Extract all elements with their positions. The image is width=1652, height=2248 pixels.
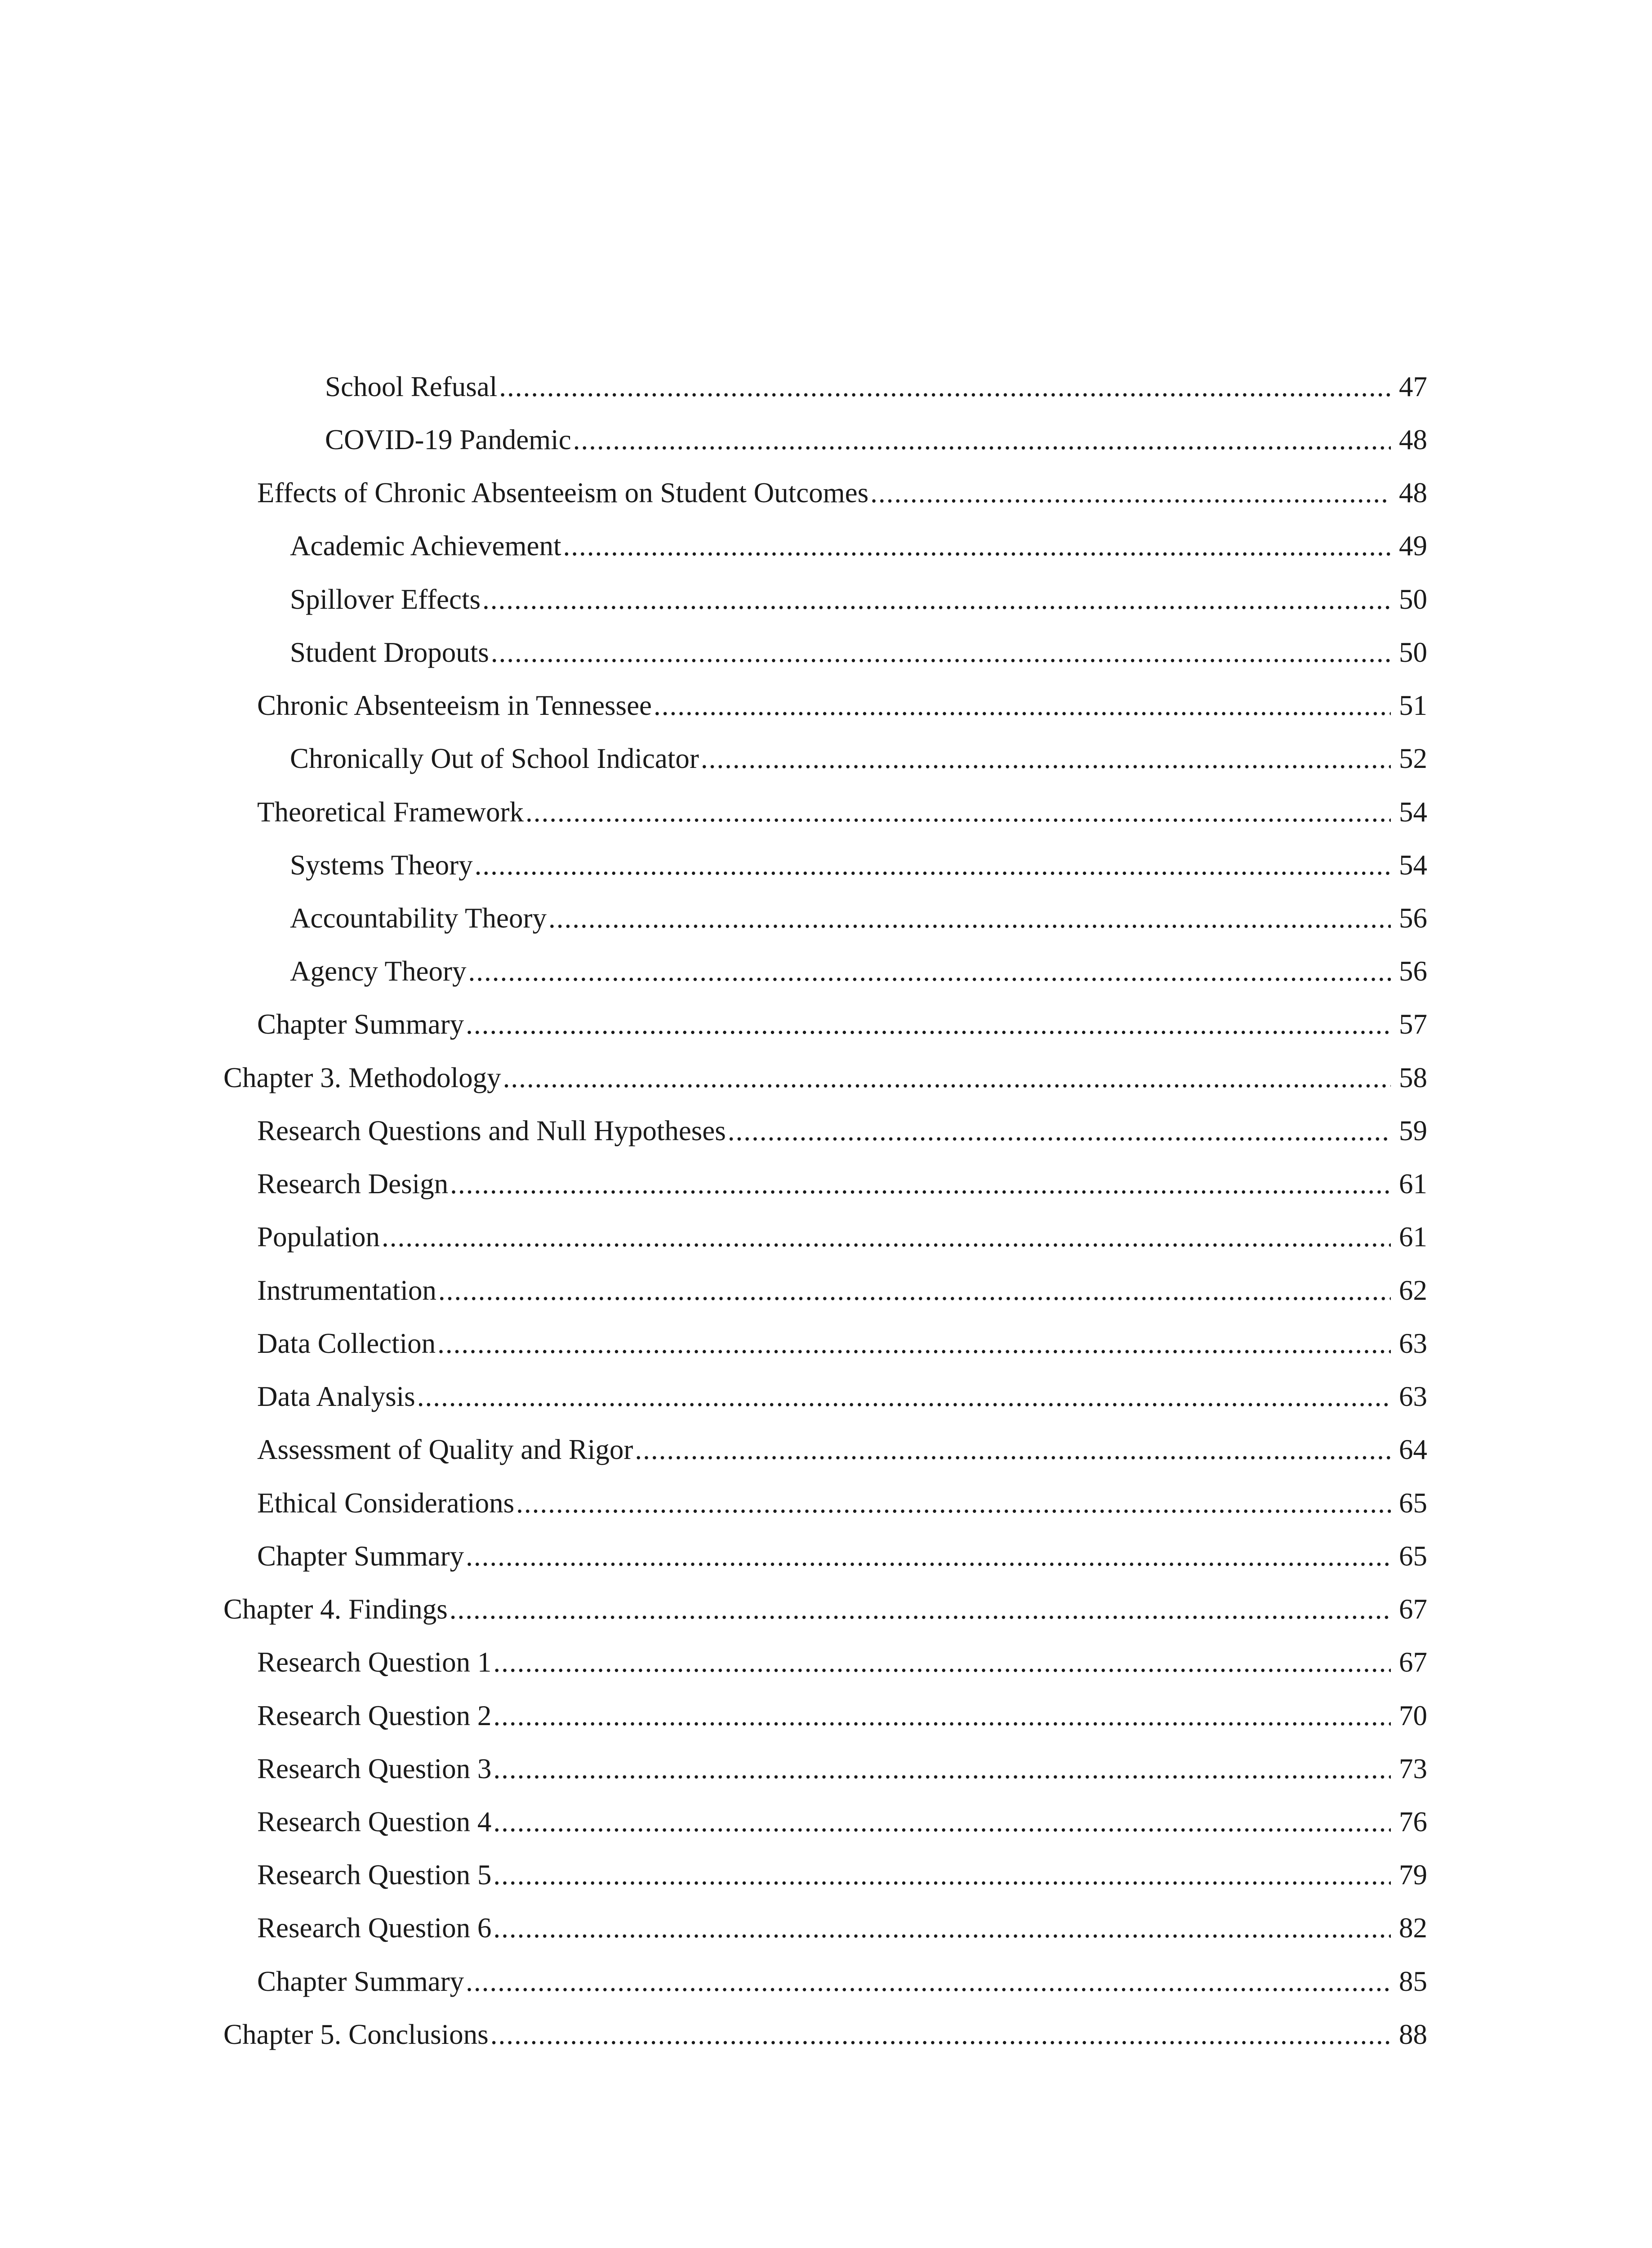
toc-entry-research-question-2 <box>257 1693 1427 1738</box>
dot-leader <box>466 1959 1391 2004</box>
toc-entry-title: Chapter 3. Methodology <box>223 1062 501 1093</box>
dot-leader <box>491 630 1391 675</box>
dot-leader <box>548 896 1391 941</box>
toc-entry-chapter-summary <box>257 1959 1427 2004</box>
dot-leader <box>635 1427 1391 1472</box>
toc-entry-title: Research Question 6 <box>257 1912 492 1944</box>
toc-entry-spillover-effects <box>290 577 1427 622</box>
toc-entry-title: Chronic Absenteeism in Tennessee <box>257 690 652 721</box>
toc-entry-research-question-6 <box>257 1905 1427 1950</box>
toc-entry-page: 85 <box>1399 1966 1427 1997</box>
toc-entry-data-collection <box>257 1321 1427 1366</box>
toc-entry-title: Theoretical Framework <box>257 796 524 828</box>
toc-entry-instrumentation <box>257 1268 1427 1313</box>
toc-entry-title: Chapter 4. Findings <box>223 1593 448 1625</box>
dot-leader <box>493 1640 1391 1685</box>
toc-entry-page: 51 <box>1399 690 1427 721</box>
toc-entry-page: 57 <box>1399 1008 1427 1040</box>
toc-entry-page: 88 <box>1399 2019 1427 2050</box>
dot-leader <box>468 949 1391 994</box>
toc-entry-research-question-3 <box>257 1746 1427 1791</box>
toc-entry-page: 63 <box>1399 1328 1427 1359</box>
toc-entry-title: Spillover Effects <box>290 584 481 615</box>
dot-leader <box>516 1481 1391 1525</box>
toc-entry-page: 54 <box>1399 849 1427 881</box>
toc-entry-page: 82 <box>1399 1912 1427 1944</box>
toc-entry-title: Data Analysis <box>257 1381 415 1412</box>
toc-entry-research-question-5 <box>257 1852 1427 1897</box>
toc-entry-page: 65 <box>1399 1487 1427 1519</box>
toc-entry-academic-achievement <box>290 523 1427 568</box>
toc-entry-data-analysis <box>257 1374 1427 1419</box>
toc-entry-research-question-4 <box>257 1799 1427 1844</box>
toc-entry-title: Research Question 1 <box>257 1646 492 1678</box>
toc-entry-title: Research Question 2 <box>257 1700 492 1731</box>
toc-entry-page: 50 <box>1399 637 1427 668</box>
dot-leader <box>728 1108 1391 1153</box>
toc-entry-page: 79 <box>1399 1859 1427 1891</box>
toc-entry-page: 48 <box>1399 424 1427 455</box>
dot-leader <box>482 577 1391 622</box>
toc-entry-title: Effects of Chronic Absenteeism on Student Outcomes <box>257 477 869 508</box>
toc-entry-title: Research Question 4 <box>257 1806 492 1838</box>
toc-entry-title: Research Question 3 <box>257 1753 492 1784</box>
toc-entry-title: Accountability Theory <box>290 902 547 934</box>
toc-entry-accountability-theory <box>290 896 1427 941</box>
toc-entry-title: Data Collection <box>257 1328 436 1359</box>
toc-entry-page: 64 <box>1399 1434 1427 1465</box>
toc-entry-assessment-of-quality-and-rigor <box>257 1427 1427 1472</box>
dot-leader <box>493 1693 1391 1738</box>
toc-entry-chronic-absenteeism-in-tennessee <box>257 683 1427 728</box>
dot-leader <box>417 1374 1391 1419</box>
toc-entry-population <box>257 1214 1427 1259</box>
toc-entry-page: 61 <box>1399 1168 1427 1200</box>
toc-entry-chapter-4-findings <box>223 1587 1427 1632</box>
toc-entry-title: Chapter Summary <box>257 1008 464 1040</box>
toc-entry-page: 50 <box>1399 584 1427 615</box>
dot-leader <box>493 1746 1391 1791</box>
toc-entry-research-questions-and-null-hypotheses <box>257 1108 1427 1153</box>
toc-entry-title: Assessment of Quality and Rigor <box>257 1434 633 1465</box>
toc-entry-title: Population <box>257 1221 380 1253</box>
toc-entry-page: 70 <box>1399 1700 1427 1731</box>
dot-leader <box>475 843 1391 888</box>
toc-entry-page: 56 <box>1399 955 1427 987</box>
toc-entry-chapter-3-methodology <box>223 1055 1427 1100</box>
toc-entry-page: 65 <box>1399 1540 1427 1572</box>
toc-entry-page: 56 <box>1399 902 1427 934</box>
toc-entry-page: 61 <box>1399 1221 1427 1253</box>
toc-entry-title: Chapter Summary <box>257 1540 464 1572</box>
toc-entry-page: 67 <box>1399 1593 1427 1625</box>
toc-entry-title: Chapter 5. Conclusions <box>223 2019 489 2050</box>
dot-leader <box>493 1799 1391 1844</box>
dot-leader <box>563 523 1391 568</box>
dot-leader <box>493 1852 1391 1897</box>
toc-entry-page: 67 <box>1399 1646 1427 1678</box>
dot-leader <box>438 1268 1391 1313</box>
dot-leader <box>450 1587 1391 1632</box>
toc-entry-page: 73 <box>1399 1753 1427 1784</box>
toc-entry-page: 59 <box>1399 1115 1427 1146</box>
toc-entry-page: 47 <box>1399 371 1427 402</box>
toc-entry-title: Academic Achievement <box>290 530 561 562</box>
toc-entry-title: School Refusal <box>325 371 498 402</box>
toc-entry-title: Student Dropouts <box>290 637 489 668</box>
toc-entry-ethical-considerations <box>257 1481 1427 1525</box>
toc-entry-page: 76 <box>1399 1806 1427 1838</box>
toc-entry-covid-19-pandemic <box>325 417 1427 462</box>
toc-entry-research-question-1 <box>257 1640 1427 1685</box>
dot-leader <box>493 1905 1391 1950</box>
toc-entry-research-design <box>257 1161 1427 1206</box>
toc-entry-page: 48 <box>1399 477 1427 508</box>
dot-leader <box>503 1055 1391 1100</box>
toc-entry-title: Research Questions and Null Hypotheses <box>257 1115 726 1146</box>
dot-leader <box>870 470 1391 515</box>
toc-entry-chapter-5-conclusions <box>223 2012 1427 2057</box>
dot-leader <box>654 683 1391 728</box>
dot-leader <box>573 417 1391 462</box>
toc-entry-page: 54 <box>1399 796 1427 828</box>
toc-entry-agency-theory <box>290 949 1427 994</box>
dot-leader <box>701 736 1391 781</box>
toc-entry-student-dropouts <box>290 630 1427 675</box>
toc-entry-page: 62 <box>1399 1275 1427 1306</box>
toc-entry-title: Research Design <box>257 1168 449 1200</box>
toc-entry-page: 52 <box>1399 743 1427 774</box>
toc-entry-page: 63 <box>1399 1381 1427 1412</box>
toc-entry-title: Chronically Out of School Indicator <box>290 743 699 774</box>
toc-entry-chapter-summary <box>257 1002 1427 1047</box>
dot-leader <box>437 1321 1391 1366</box>
toc-entry-title: Instrumentation <box>257 1275 436 1306</box>
toc-entry-effects-of-chronic-absenteeism <box>257 470 1427 515</box>
dot-leader <box>499 364 1391 409</box>
toc-entry-systems-theory <box>290 843 1427 888</box>
toc-entry-title: COVID-19 Pandemic <box>325 424 571 455</box>
dot-leader <box>466 1002 1391 1047</box>
toc-entry-theoretical-framework <box>257 789 1427 834</box>
toc-entry-chapter-summary <box>257 1534 1427 1579</box>
dot-leader <box>450 1161 1391 1206</box>
toc-entry-title: Ethical Considerations <box>257 1487 515 1519</box>
toc-entry-page: 49 <box>1399 530 1427 562</box>
toc-entry-title: Agency Theory <box>290 955 467 987</box>
dot-leader <box>525 789 1391 834</box>
toc-entry-title: Chapter Summary <box>257 1966 464 1997</box>
dot-leader <box>382 1214 1391 1259</box>
toc-entry-chronically-out-of-school-indicator <box>290 736 1427 781</box>
dot-leader <box>490 2012 1391 2057</box>
toc-entry-title: Research Question 5 <box>257 1859 492 1891</box>
dot-leader <box>466 1534 1391 1579</box>
toc-entry-page: 58 <box>1399 1062 1427 1093</box>
toc-entry-school-refusal <box>325 364 1427 409</box>
toc-entry-title: Systems Theory <box>290 849 473 881</box>
